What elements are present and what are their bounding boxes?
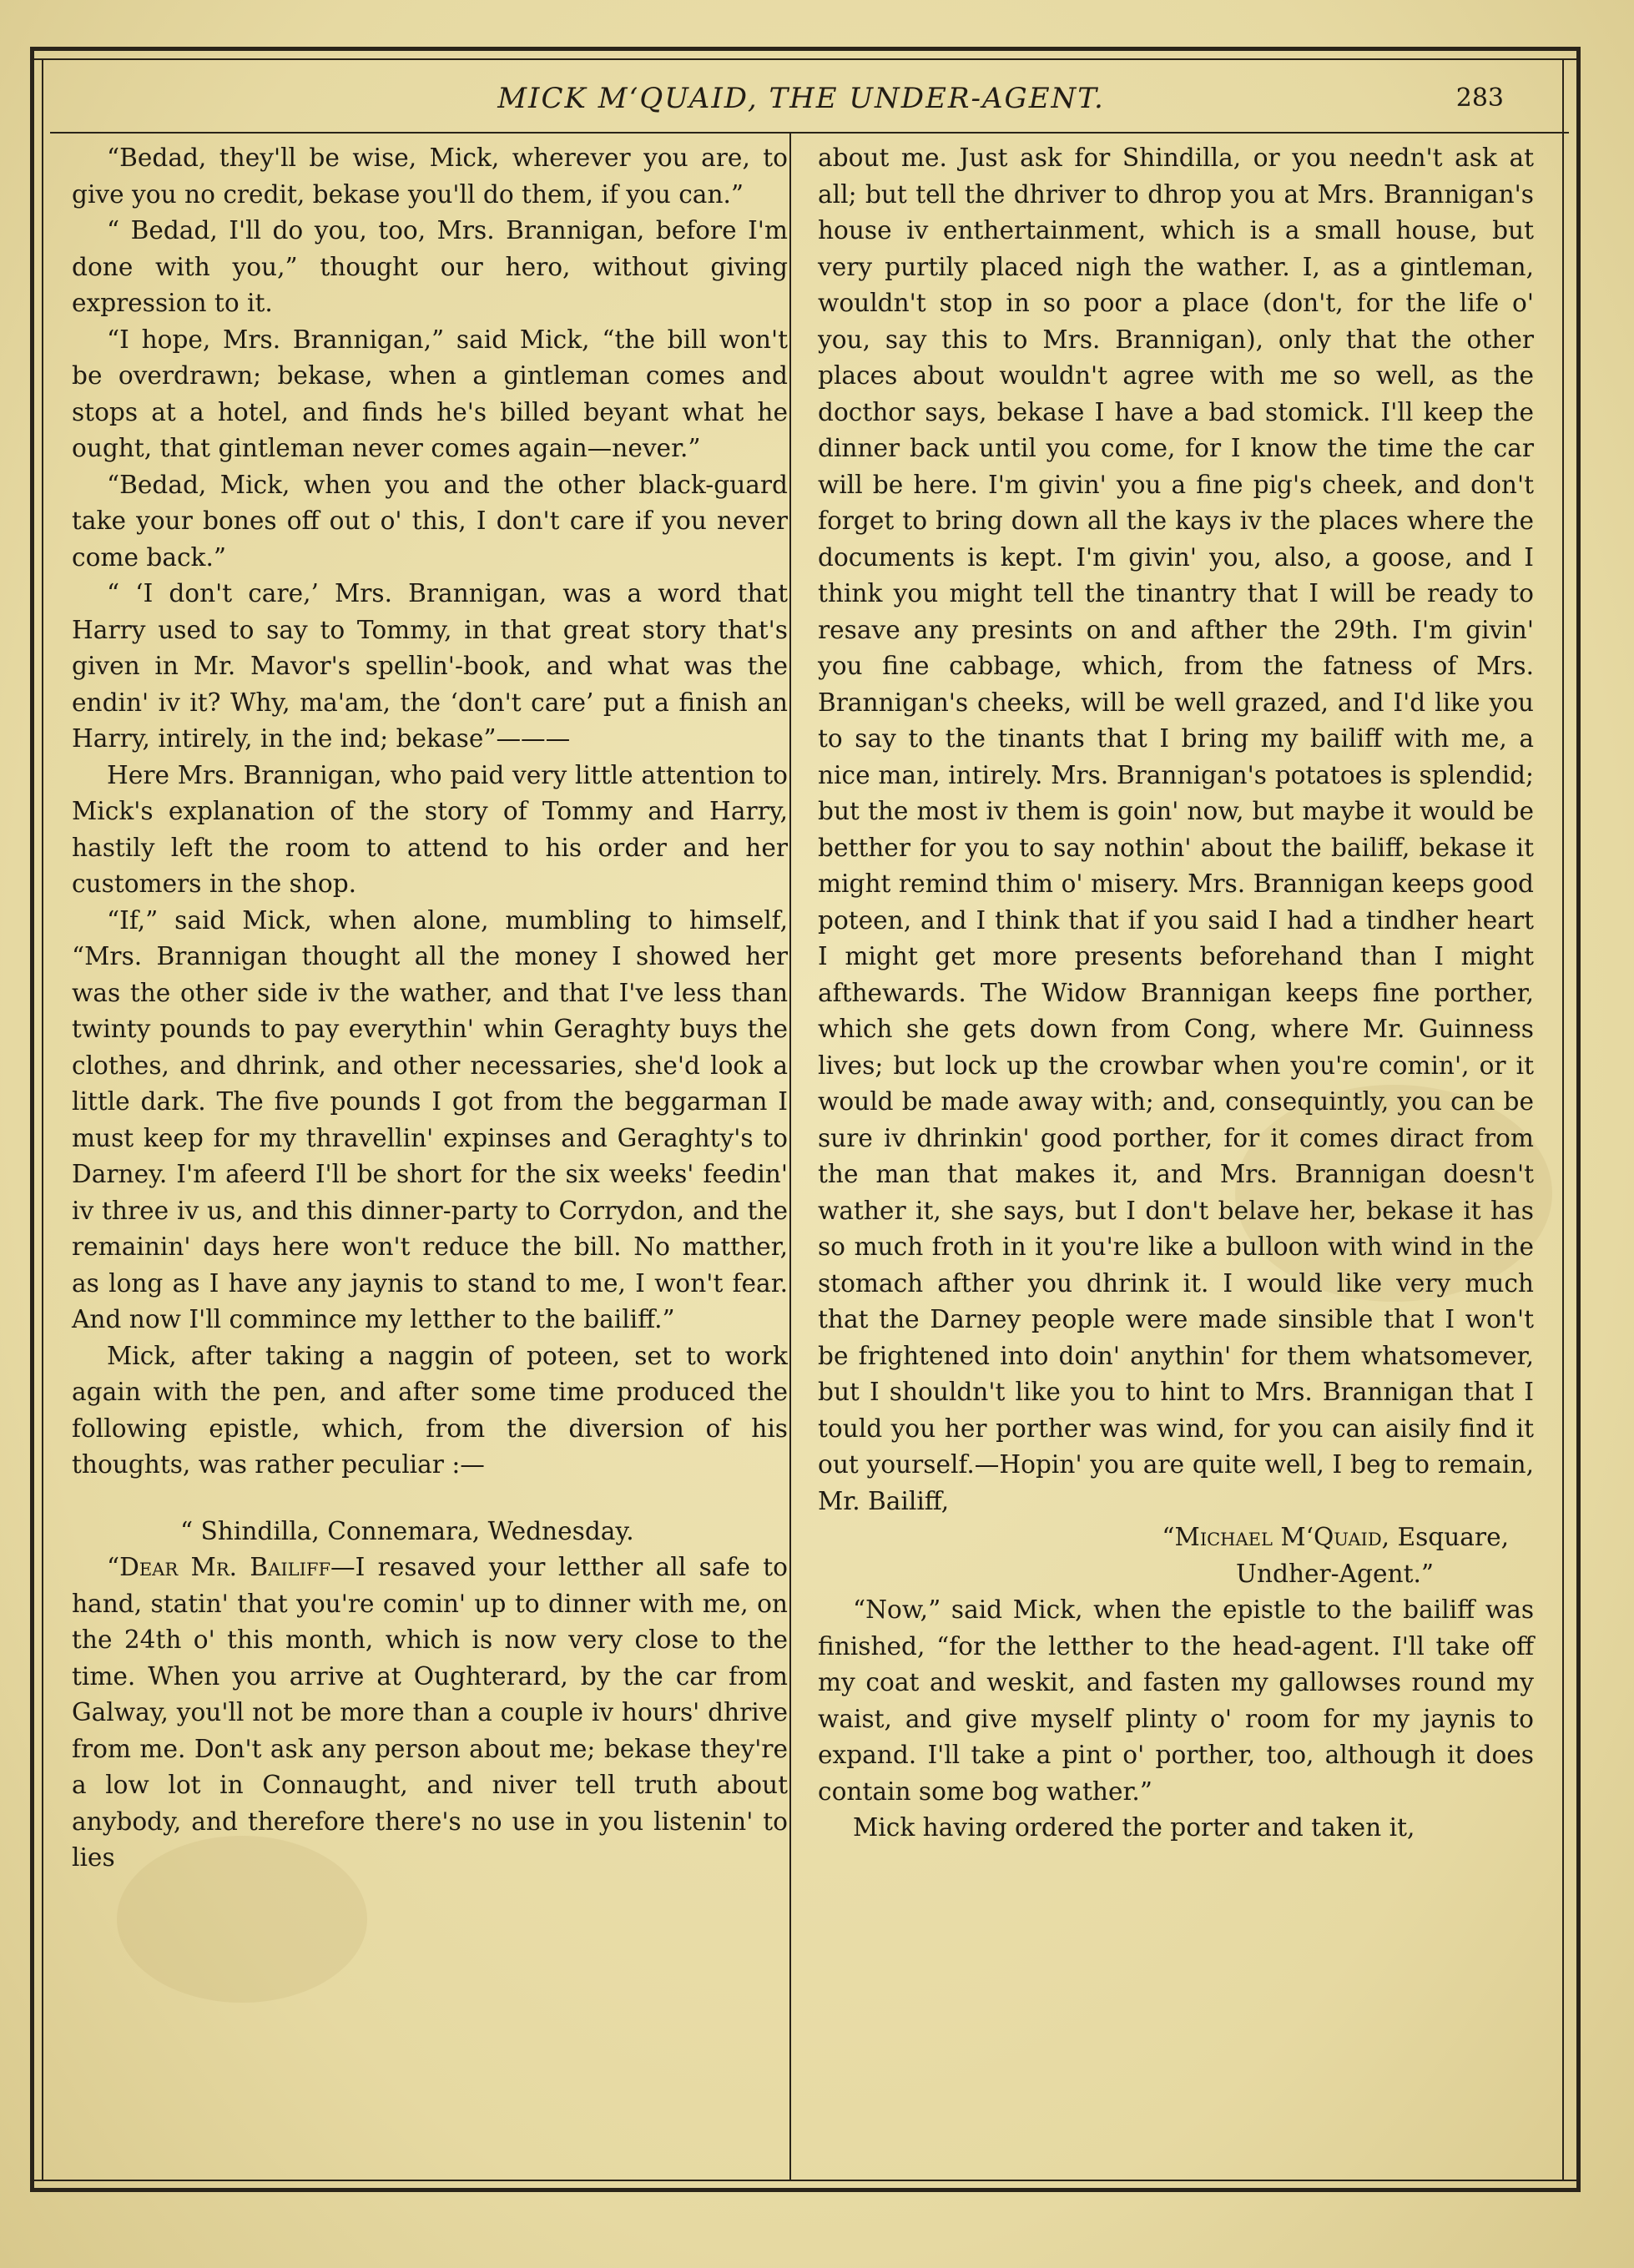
page-number: 283 xyxy=(1455,83,1504,113)
signature-line-1 xyxy=(818,1520,1534,1556)
bottom-border-rule-inner xyxy=(30,2180,1581,2181)
page-header xyxy=(50,73,1552,130)
paragraph: “ ‘I don't care,’ Mrs. Brannigan, was a word that Harry used to say to Tommy, in that great story that's given in Mr. Mavor's spellin'-book, and what was the endin' iv it? Why, ma'am, the ‘don't care’ put a finish an Harry, intirely, in the ind; bekase”——— xyxy=(72,579,788,753)
paragraph: “Now,” said Mick, when the epistle to the bailiff was finished, “for the letther to the head-agent. I'll take off my coat and weskit, and fasten my gallowses round my waist, and give myself plinty o' room for my jaynis to expand. I'll take a pint o' porther, too, although it does contain some bog wather.” xyxy=(818,1595,1534,1806)
signature-line-2: Undher-Agent.” xyxy=(1236,1559,1434,1588)
paragraph: Mick having ordered the porter and taken it, xyxy=(853,1813,1415,1842)
paragraph: “ Bedad, I'll do you, too, Mrs. Brannigan, before I'm done with you,” thought our hero, without giving expression to it. xyxy=(72,216,788,317)
left-column xyxy=(72,140,788,1877)
paragraph: “Bedad, they'll be wise, Mick, wherever you are, to give you no credit, bekase you'll do them, if you can.” xyxy=(72,144,788,209)
paragraph: “If,” said Mick, when alone, mumbling to himself, “Mrs. Brannigan thought all the money I showed her was the other side iv the wather, and that I've less than twinty pounds to pay everythin' whin Geraghty buys the clothes, and dhrink, and other necessaries, she'd look a little dark. The five pounds I got from the beggarman I must keep for my thravellin' expinses and Geraghty's to Darney. I'm afeerd I'll be short for the six weeks' feedin' iv three iv us, and this dinner-party to Corrydon, and the remainin' days here won't reduce the bill. No matther, as long as I have any jaynis to stand to me, I won't fear. And now I'll commince my letther to the bailiff.” xyxy=(72,905,788,1333)
running-title: MICK M‘QUAID, THE UNDER-AGENT. xyxy=(497,82,1105,115)
header-rule xyxy=(50,132,1569,134)
paragraph: Mick, after taking a naggin of poteen, set to work again with the pen, and after some time produced the following epistle, which, from the diversion of his thoughts, was rather peculiar :— xyxy=(72,1341,788,1479)
letter-body xyxy=(72,1550,788,1877)
column-divider xyxy=(789,134,791,2180)
paragraph: “I hope, Mrs. Brannigan,” said Mick, “the bill won't be overdrawn; bekase, when a gintleman comes and stops at a hotel, and finds he's billed beyant what he ought, that gintleman never comes again—never.” xyxy=(72,325,788,462)
signature-name: Michael M‘Quaid xyxy=(1174,1523,1382,1551)
bottom-border-rule xyxy=(30,2188,1581,2192)
letter-dateline: “ Shindilla, Connemara, Wednesday. xyxy=(180,1516,634,1545)
paragraph: “Bedad, Mick, when you and the other black-guard take your bones off out o' this, I don't care if you never come back.” xyxy=(72,470,788,572)
signature-suffix: , Esquare, xyxy=(1381,1523,1509,1551)
paragraph: Here Mrs. Brannigan, who paid very little attention to Mick's explanation of the story of Tommy and Harry, hastily left the room to attend to his order and her customers in the shop. xyxy=(72,760,788,898)
right-column xyxy=(818,140,1534,1847)
letter-salutation: “Dear Mr. Bailiff xyxy=(107,1553,331,1581)
letter-body-text: —I resaved your letther all safe to hand, statin' that you're comin' up to dinner with me, on the 24th o' this month, which is now very close to the time. When you arrive at Oughterard, by the car from Galway, you'll not be more than a couple iv hours' dhrive from me. Don't ask any person about me; bekase they're a low lot in Connaught, and niver tell truth about anybody, and therefore there's no use in you listenin' to lies xyxy=(72,1553,788,1872)
signature-quote: “ xyxy=(1162,1523,1175,1551)
letter-continuation: about me. Just ask for Shindilla, or you needn't ask at all; but tell the dhriver to dhrop you at Mrs. Brannigan's house iv enthertainment, which is a small house, but very purtily placed nigh the wather. I, as a gintleman, wouldn't stop in so poor a place (don't, for the life o' you, say this to Mrs. Brannigan), only that the other places about wouldn't agree with me so well, as the docthor says, bekase I have a bad stomick. I'll keep the dinner back until you come, for I know the time the car will be here. I'm givin' you a fine pig's cheek, and don't forget to bring down all the kays iv the places where the documents is kept. I'm givin' you, also, a goose, and I think you might tell the tinantry that I will be ready to resave any presints on and afther the 29th. I'm givin' you fine cabbage, which, from the fatness of Mrs. Brannigan's cheeks, will be well grazed, and I'd like you to say to the tinants that I bring my bailiff with me, a nice man, intirely. Mrs. Brannigan's potatoes is splendid; but the most iv them is goin' now, but maybe it would be betther for you to say nothin' about the bailiff, bekase it might remind thim o' misery. Mrs. Brannigan keeps good poteen, and I think that if you said I had a tindher heart I might get more presents beforehand than I might afthewards. The Widow Brannigan keeps fine porther, which she gets down from Cong, where Mr. Guinness lives; but lock up the crowbar when you're comin', or it would be made away with; and, consequintly, you can be sure iv dhrinkin' good porther, for it comes diract from the man that makes it, and Mrs. Brannigan doesn't wather it, she says, but I don't belave her, bekase it has so much froth in it you're like a bulloon with wind in the stomach afther you dhrink it. I would like very much that the Darney people were made sinsible that I won't be frightened into doin' anythin' for them whatsomever, but I shouldn't like you to hint to Mrs. Brannigan that I tould you her porther was wind, for you can aisily find it out yourself.—Hopin' you are quite well, I beg to remain, Mr. Bailiff, xyxy=(818,144,1534,1515)
